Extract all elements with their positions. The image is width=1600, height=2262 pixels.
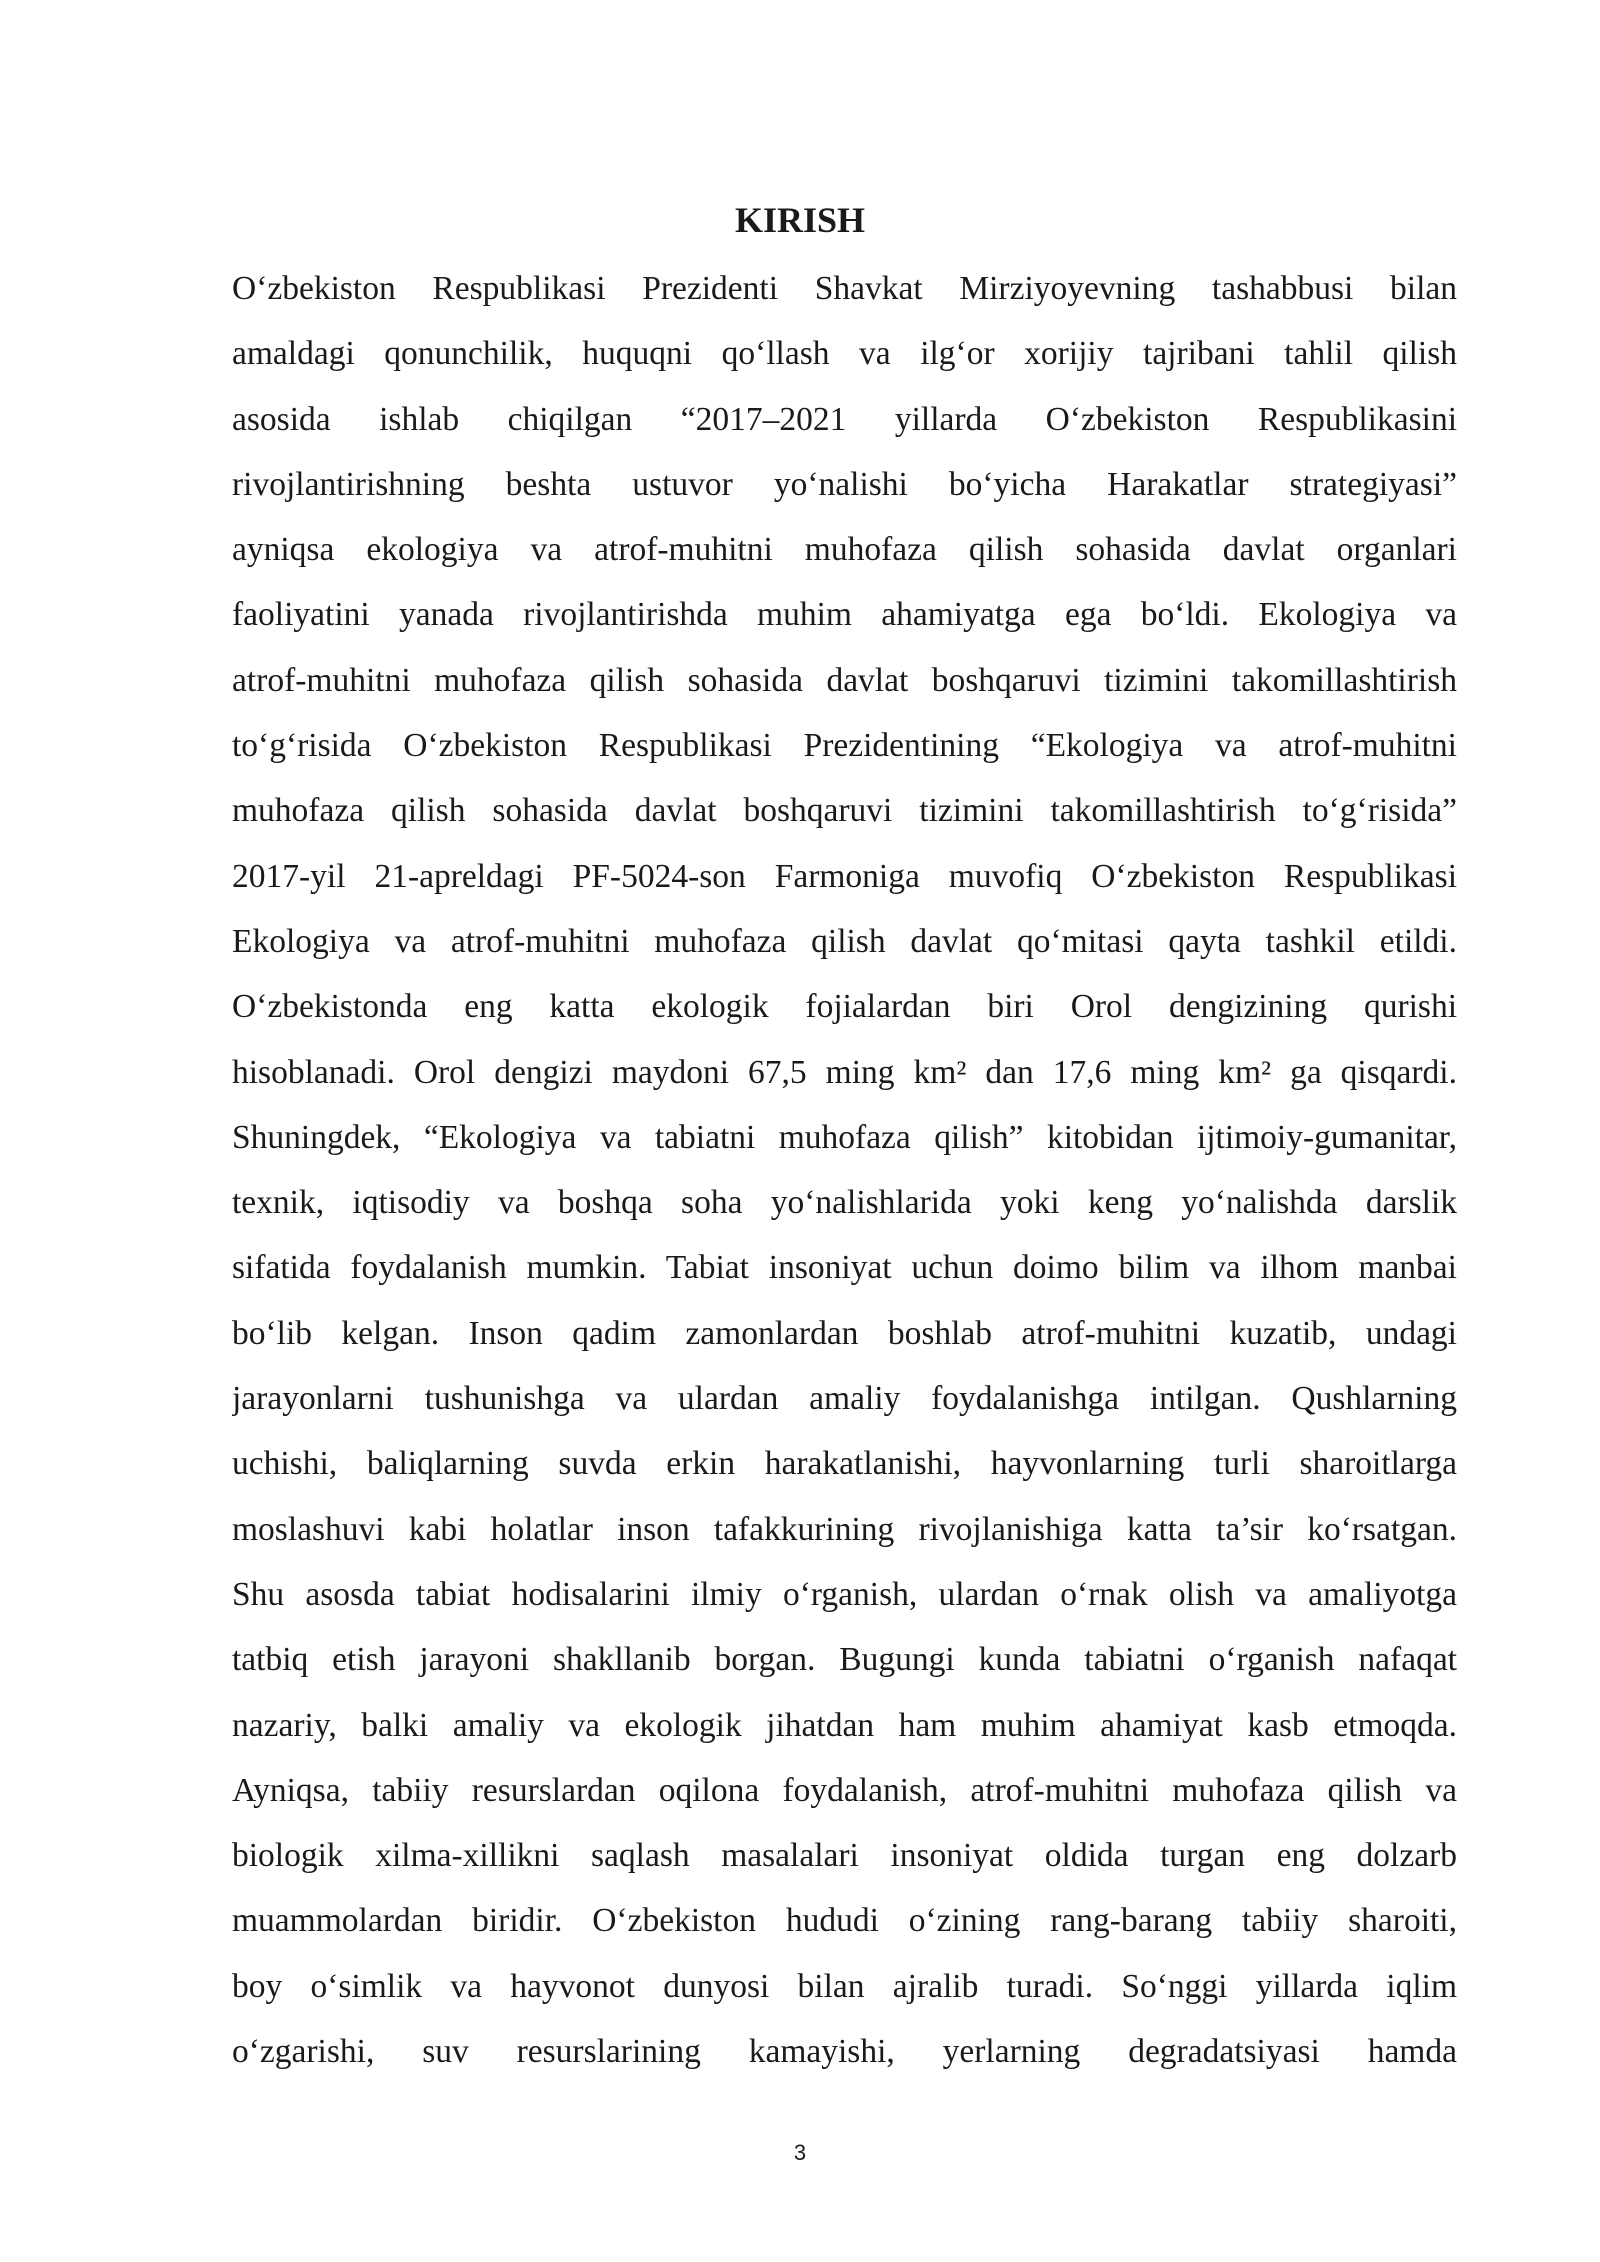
text-line: o‘zgarishi, suv resurslarining kamayishi, yerlarning degradatsiyasi hamda [232,2033,1457,2071]
text-line: jarayonlarni tushunishga va ulardan amaliy foydalanishga intilgan. Qushlarning [232,1380,1457,1418]
text-line: tatbiq etish jarayoni shakllanib borgan. Bugungi kunda tabiatni o‘rganish nafaqat [232,1641,1457,1679]
text-line: ayniqsa ekologiya va atrof-muhitni muhofaza qilish sohasida davlat organlari [232,531,1457,569]
text-line: sifatida foydalanish mumkin. Tabiat insoniyat uchun doimo bilim va ilhom manbai [232,1249,1457,1287]
text-line: hisoblanadi. Orol dengizi maydoni 67,5 ming km² dan 17,6 ming km² ga qisqardi. [232,1053,1457,1091]
text-line: muammolardan biridir. O‘zbekiston hududi o‘zining rang-barang tabiiy sharoiti, [232,1902,1457,1940]
text-line: Shu asosda tabiat hodisalarini ilmiy o‘rganish, ulardan o‘rnak olish va amaliyotga [232,1575,1457,1613]
text-line: to‘g‘risida O‘zbekiston Respublikasi Prezidentining “Ekologiya va atrof-muhitni [232,727,1457,765]
text-line: faoliyatini yanada rivojlantirishda muhim ahamiyatga ega bo‘ldi. Ekologiya va [232,596,1457,634]
body-paragraph [232,256,1457,2084]
text-line: uchishi, baliqlarning suvda erkin harakatlanishi, hayvonlarning turli sharoitlarga [232,1445,1457,1483]
text-line: atrof-muhitni muhofaza qilish sohasida davlat boshqaruvi tizimini takomillashtirish [232,661,1457,699]
page-title: KIRISH [734,200,866,240]
text-line: biologik xilma-xillikni saqlash masalalari insoniyat oldida turgan eng dolzarb [232,1837,1457,1875]
text-line: moslashuvi kabi holatlar inson tafakkurining rivojlanishiga katta ta’sir ko‘rsatgan. [232,1510,1457,1548]
text-line: asosida ishlab chiqilgan “2017–2021 yillarda O‘zbekiston Respublikasini [232,400,1457,438]
text-line: Ayniqsa, tabiiy resurslardan oqilona foydalanish, atrof-muhitni muhofaza qilish va [232,1771,1457,1809]
text-line: Ekologiya va atrof-muhitni muhofaza qilish davlat qo‘mitasi qayta tashkil etildi. [232,922,1457,960]
text-line: amaldagi qonunchilik, huquqni qo‘llash va ilg‘or xorijiy tajribani tahlil qilish [232,335,1457,373]
text-line: texnik, iqtisodiy va boshqa soha yo‘nalishlarida yoki keng yo‘nalishda darslik [232,1184,1457,1222]
text-line: O‘zbekiston Respublikasi Prezidenti Shavkat Mirziyoyevning tashabbusi bilan [232,270,1457,307]
text-line: muhofaza qilish sohasida davlat boshqaruvi tizimini takomillashtirish to‘g‘risida” [232,792,1457,830]
text-line: Shuningdek, “Ekologiya va tabiatni muhofaza qilish” kitobidan ijtimoiy-gumanitar, [232,1118,1457,1156]
page-number: 3 [793,2140,807,2165]
text-line: O‘zbekistonda eng katta ekologik fojialardan biri Orol dengizining qurishi [232,988,1457,1026]
text-line: boy o‘simlik va hayvonot dunyosi bilan ajralib turadi. So‘nggi yillarda iqlim [232,1967,1457,2005]
text-line: bo‘lib kelgan. Inson qadim zamonlardan boshlab atrof-muhitni kuzatib, undagi [232,1314,1457,1352]
text-line: nazariy, balki amaliy va ekologik jihatdan ham muhim ahamiyat kasb etmoqda. [232,1706,1457,1744]
text-line: 2017-yil 21-apreldagi PF-5024-son Farmoniga muvofiq O‘zbekiston Respublikasi [232,857,1457,895]
text-line: rivojlantirishning beshta ustuvor yo‘nalishi bo‘yicha Harakatlar strategiyasi” [232,465,1457,503]
